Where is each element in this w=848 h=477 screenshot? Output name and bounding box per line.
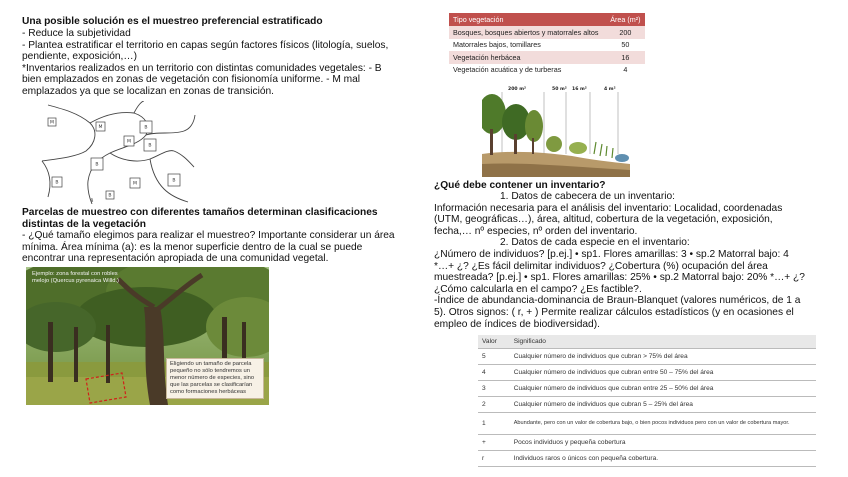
- plot-label: B: [90, 198, 94, 203]
- table-cell: Abundante, pero con un valor de cobertura bajo, o bien pocos individuos pero con un valor de cobertura mayor.: [510, 412, 816, 434]
- table-header-row: [449, 13, 645, 26]
- text-line: como formaciones herbáceas: [170, 389, 247, 395]
- braun-blanquet-table: [478, 335, 816, 467]
- stratification-map-diagram: [38, 101, 196, 204]
- table-cell: 200: [606, 26, 645, 39]
- table-cell: 2: [478, 396, 510, 412]
- profile-area-label: 50 m²: [552, 87, 567, 92]
- text-line: - Reduce la subjetividad: [22, 28, 131, 39]
- text-line: emplazados ya que se localizan en zonas de transición.: [22, 85, 275, 97]
- text-line: 1. Datos de cabecera de un inventario:: [500, 191, 675, 202]
- table-row: [478, 348, 816, 364]
- table-cell: 4: [478, 364, 510, 380]
- paragraph-stratified-sampling: [22, 28, 388, 98]
- plot-label: M: [50, 120, 54, 126]
- table-row: [449, 64, 645, 77]
- text-line: Información necesaria para el análisis del inventario: Localidad, coordenadas: [434, 202, 783, 214]
- text-line: pendiente, exposición,…): [22, 51, 137, 63]
- profile-area-label: 4 m²: [604, 87, 616, 92]
- table-cell: +: [478, 434, 510, 450]
- table-row: [449, 39, 645, 52]
- table-cell: 50: [606, 39, 645, 52]
- heading-inventory-contents: ¿Qué debe contener un inventario?: [434, 180, 606, 191]
- text-line: Eligiendo un tamaño de parcela: [170, 361, 252, 367]
- text-line: muestreada? [p.ej.] • sp1. Flores amarillas: 25% • sp.2 Matorral bajo: 20% *…+ ¿?: [434, 272, 805, 284]
- heading-preferential-sampling: Una posible solución es el muestreo preferencial estratificado: [22, 16, 323, 27]
- paragraph-minimum-area: [22, 230, 395, 265]
- column-header: Valor: [478, 335, 510, 348]
- table-cell: Cualquier número de individuos que cubran 5 – 25% del área: [510, 396, 816, 412]
- table-cell: 3: [478, 380, 510, 396]
- column-header: Área (m²): [606, 13, 645, 26]
- text-line: -Índice de abundancia-dominancia de Braun-Blanquet (valores numéricos, de 1 a: [434, 295, 801, 307]
- table-cell: 4: [606, 64, 645, 77]
- vegetation-profile-diagram: [482, 84, 630, 177]
- plot-label: M: [98, 125, 103, 131]
- table-header-row: [478, 335, 816, 348]
- table-cell: Individuos raros o únicos con pequeña cobertura.: [510, 450, 816, 466]
- column-header: Significado: [510, 335, 816, 348]
- profile-area-label: 16 m²: [572, 87, 587, 92]
- text-line: - Plantea estratificar el territorio en capas según factores físicos (litología, suelos,: [22, 39, 389, 51]
- column-header: Tipo vegetación: [449, 13, 606, 26]
- plot-label: B: [172, 178, 176, 184]
- plot-label: B: [95, 162, 99, 168]
- table-cell: 5: [478, 348, 510, 364]
- plot-label: B: [144, 125, 148, 131]
- table-cell: Bosques, bosques abiertos y matorrales altos: [449, 26, 606, 39]
- table-cell: 16: [606, 51, 645, 64]
- photo-caption-top: [32, 271, 119, 285]
- table-row: [478, 450, 816, 466]
- profile-area-label: 200 m²: [508, 87, 526, 92]
- text-line: melojo (Quercus pyrenaica Willd.): [32, 278, 119, 284]
- plot-label: M: [133, 181, 137, 187]
- text-line: ¿Cómo calcularla en el campo? ¿Es factible?.: [434, 283, 642, 295]
- text-line: Ejemplo: zona forestal con robles: [32, 271, 118, 277]
- table-cell: Vegetación herbácea: [449, 51, 606, 64]
- table-row: [478, 396, 816, 412]
- text-line: distintas de la vegetación: [22, 218, 146, 230]
- table-row: [449, 26, 645, 39]
- table-cell: 1: [478, 412, 510, 434]
- text-line: mínima. Área mínima (a): es la menor superficie dentro de la cual se puede: [22, 241, 363, 253]
- text-line: *…+ ¿? ¿Es fácil delimitar individuos? ¿Cobertura (%) ocupación del área: [434, 260, 768, 272]
- table-cell: Cualquier número de individuos que cubran entre 50 – 75% del área: [510, 364, 816, 380]
- photo-caption-box: [166, 358, 264, 399]
- table-row: [478, 434, 816, 450]
- plot-label: B: [55, 180, 59, 186]
- plot-label: M: [127, 139, 131, 145]
- table-row: [449, 51, 645, 64]
- text-line: bien emplazados en zonas de vegetación con fisionomía uniforme. - M mal: [22, 74, 361, 86]
- table-cell: r: [478, 450, 510, 466]
- plot-label: B: [148, 143, 152, 149]
- table-row: [478, 412, 816, 434]
- table-cell: Vegetación acuática y de turberas: [449, 64, 606, 77]
- text-line: empleo de índices de biodiversidad).: [434, 318, 600, 330]
- heading-plot-size: [22, 207, 378, 230]
- text-line: Parcelas de muestreo con diferentes tamaños determinan clasificaciones: [22, 207, 378, 218]
- vegetation-area-table: [449, 13, 645, 76]
- text-line: - ¿Qué tamaño elegimos para realizar el muestreo? Importante considerar un área: [22, 230, 395, 241]
- text-line: pequeño no sólo tendremos un: [170, 368, 250, 374]
- text-line: fecha,… nº especies, nº orden del inventario.: [434, 225, 638, 237]
- text-line: que las parcelas se clasificarían: [170, 382, 253, 388]
- table-cell: Cualquier número de individuos que cubran entre 25 – 50% del área: [510, 380, 816, 396]
- table-cell: Pocos individuos y pequeña cobertura: [510, 434, 816, 450]
- oak-forest-photo: [26, 267, 269, 405]
- text-line: (UTM, geográficas…), área, altitud, cobertura de la vegetación, exposición,: [434, 214, 773, 226]
- plot-label: B: [108, 193, 112, 199]
- text-line: menor número de especies, sino: [170, 375, 255, 381]
- text-line: *Inventarios realizados en un territorio con distintas comunidades vegetales: - B: [22, 62, 382, 74]
- text-line: 5). Otros signos: ( r, + ) Permite realizar cálculos estadísticos (y en ocasiones el: [434, 306, 794, 318]
- table-row: [478, 380, 816, 396]
- paragraph-inventory-data: [434, 191, 805, 330]
- table-row: [478, 364, 816, 380]
- text-line: 2. Datos de cada especie en el inventario:: [500, 237, 690, 249]
- table-cell: Cualquier número de individuos que cubran > 75% del área: [510, 348, 816, 364]
- table-cell: Matorrales bajos, tomillares: [449, 39, 606, 52]
- text-line: ¿Número de individuos? [p.ej.] • sp1. Flores amarillas: 3 • sp.2 Matorral bajo: 4: [434, 248, 789, 260]
- text-line: encontrar una representación apropiada de una comunidad vegetal.: [22, 253, 329, 265]
